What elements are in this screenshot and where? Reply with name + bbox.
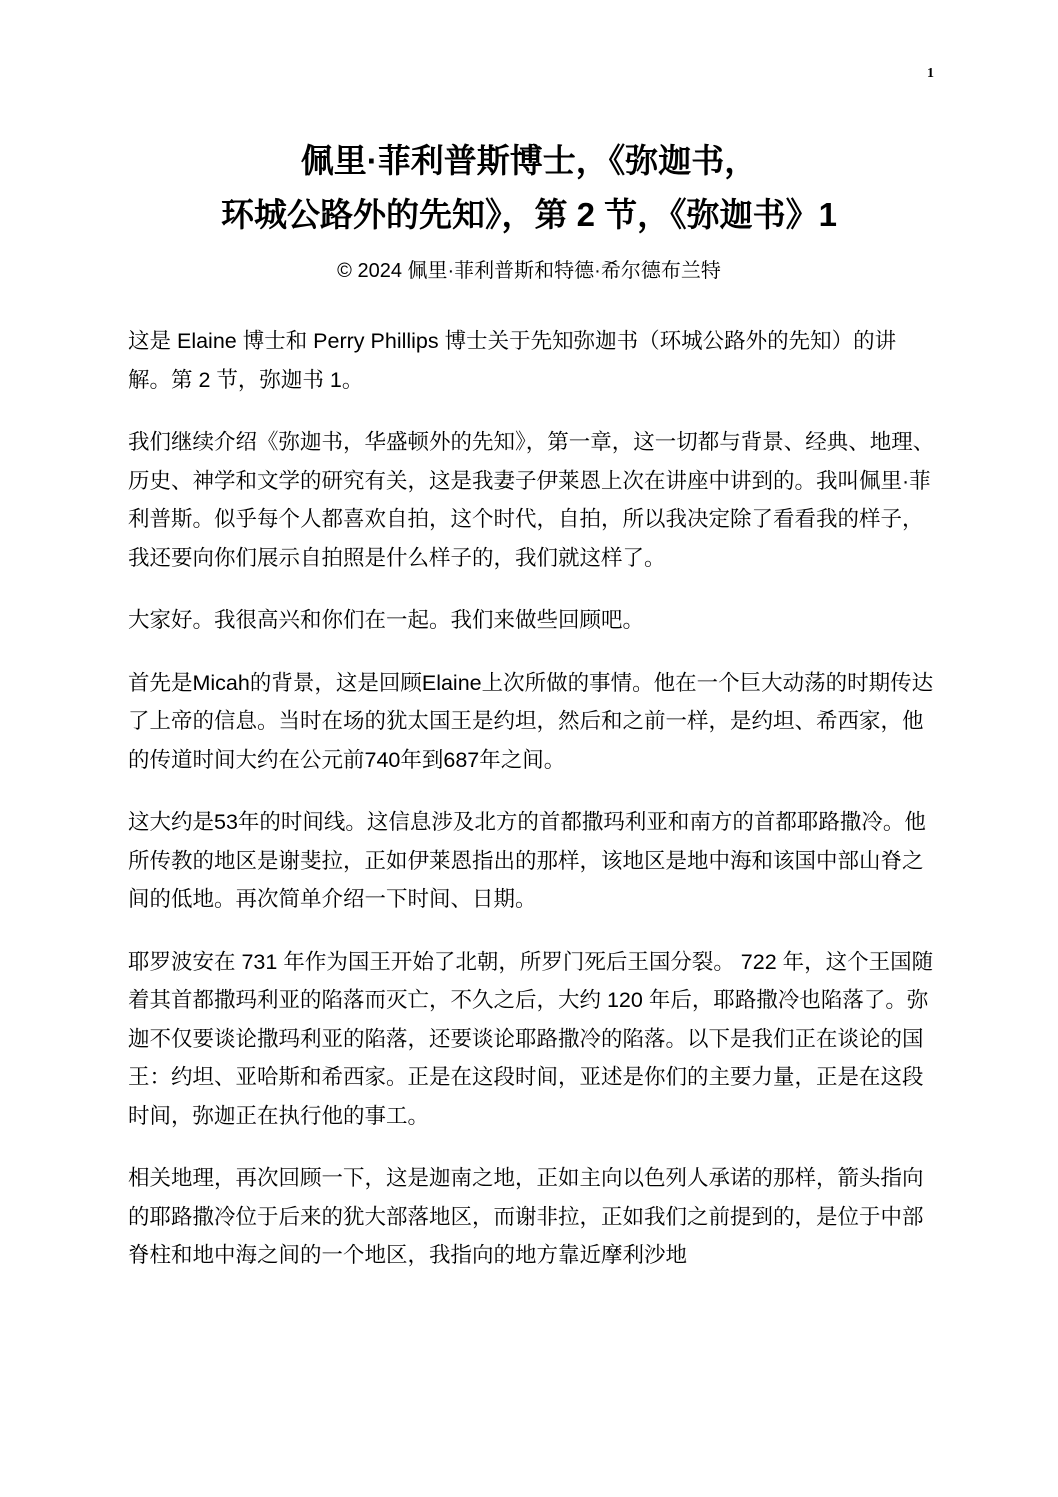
paragraph-background: 首先是Micah的背景，这是回顾Elaine上次所做的事情。他在一个巨大动荡的时期传达了上帝的信息。当时在场的犹太国王是约坦，然后和之前一样，是约坦、希西家，他的传道时间大约在公元前740年到687年之间。 <box>128 670 934 772</box>
document-body <box>128 322 936 1299</box>
page-number: 1 <box>927 66 934 81</box>
paragraph-greeting: 大家好。我很高兴和你们在一起。我们来做些回顾吧。 <box>128 608 645 632</box>
title-line-2: 环城公路外的先知》，第 2 节，《弥迦书》1 <box>220 196 838 233</box>
page-title <box>100 134 958 242</box>
paragraph-geography: 相关地理，再次回顾一下，这是迦南之地，正如主向以色列人承诺的那样，箭头指向的耶路撒冷位于后来的犹大部落地区，而谢非拉，正如我们之前提到的，是位于中部脊柱和地中海之间的一个地区，我指向的地方靠近摩利沙地 <box>128 1166 924 1267</box>
paragraph-continuation: 我们继续介绍《弥迦书，华盛顿外的先知》，第一章，这一切都与背景、经典、地理、历史、神学和文学的研究有关，这是我妻子伊莱恩上次在讲座中讲到的。我叫佩里·菲利普斯。似乎每个人都喜欢自拍，这个时代，自拍，所以我决定除了看看我的样子，我还要向你们展示自拍照是什么样子的，我们就这样了。 <box>128 430 935 570</box>
copyright-notice: © 2024 佩里·菲利普斯和特德·希尔德布兰特 <box>337 260 721 282</box>
paragraph-timeline: 这大约是53年的时间线。这信息涉及北方的首都撒玛利亚和南方的首都耶路撒冷。他所传教的地区是谢斐拉，正如伊莱恩指出的那样，该地区是地中海和该国中部山脊之间的低地。再次简单介绍一下时间、日期。 <box>128 810 926 911</box>
paragraph-intro: 这是 Elaine 博士和 Perry Phillips 博士关于先知弥迦书（环城公路外的先知）的讲解。第 2 节，弥迦书 1。 <box>128 329 897 392</box>
paragraph-kings: 耶罗波安在 731 年作为国王开始了北朝，所罗门死后王国分裂。 722 年，这个王国随着其首都撒玛利亚的陷落而灭亡，不久之后，大约 120 年后，耶路撒冷也陷落了。弥迦不仅要谈论撒玛利亚的陷落，还要谈论耶路撒冷的陷落。以下是我们正在谈论的国王：约坦、亚哈斯和希西家。正是在这段时间，亚述是你们的主要力量，正是在这段时间，弥迦正在执行他的事工。 <box>128 949 934 1128</box>
title-line-1: 佩里·菲利普斯博士，《弥迦书， <box>300 142 758 179</box>
